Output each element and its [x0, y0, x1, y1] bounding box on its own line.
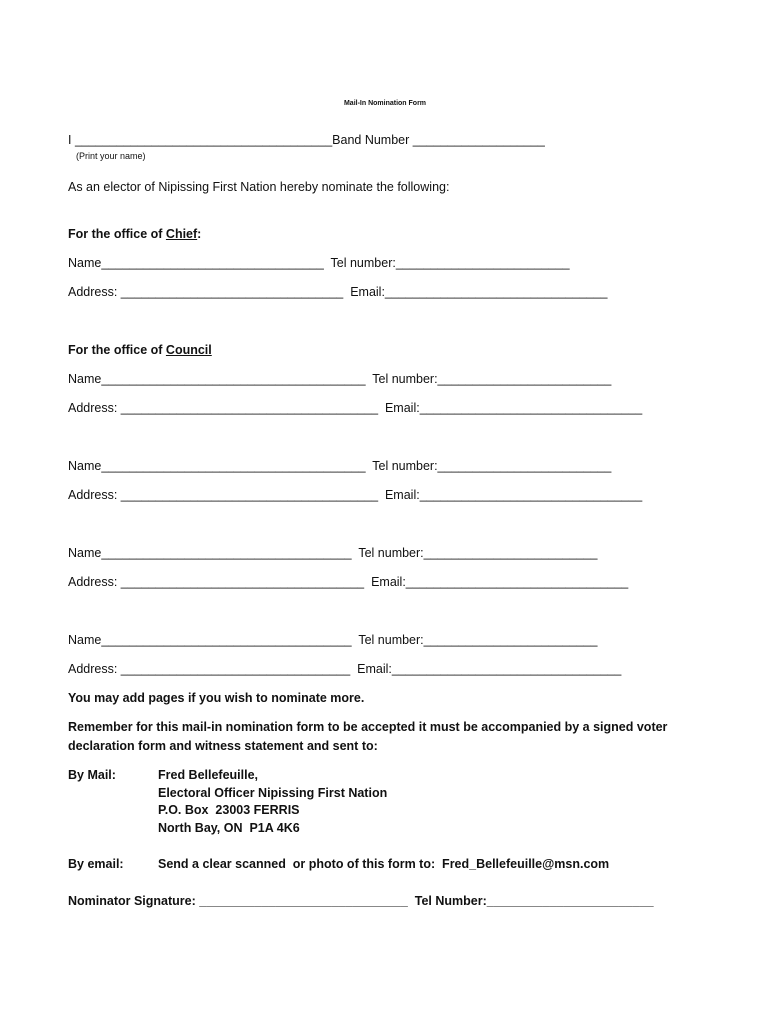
email-instruction: Send a clear scanned or photo of this form to: Fred_Bellefeuille@msn.com: [158, 857, 610, 871]
reminder-line-2: declaration form and witness statement and sent to:: [68, 739, 378, 753]
chief-name-tel-line[interactable]: Name________________________________ Tel number:_________________________: [68, 256, 570, 270]
council-1-address-email-line[interactable]: Address: _____________________________________ Email:________________________________: [68, 401, 643, 415]
mail-address-line-4: North Bay, ON P1A 4K6: [158, 821, 300, 835]
council-4-address-email-line[interactable]: Address: _________________________________ Email:_________________________________: [68, 662, 622, 676]
print-name-hint: (Print your name): [76, 151, 146, 161]
council-2-name-tel-line[interactable]: Name______________________________________ Tel number:_________________________: [68, 459, 612, 473]
council-heading-prefix: For the office of: [68, 343, 166, 357]
by-mail-label: By Mail:: [68, 768, 116, 782]
voter-name-band-number-line[interactable]: I _____________________________________Band Number ___________________: [68, 133, 545, 147]
elector-statement: As an elector of Nipissing First Nation hereby nominate the following:: [68, 180, 450, 194]
add-pages-note: You may add pages if you wish to nominate more.: [68, 691, 365, 705]
nominator-signature-line[interactable]: Nominator Signature: ______________________________ Tel Number:________________________: [68, 894, 654, 908]
council-office-label: Council: [165, 343, 212, 357]
by-email-label: By email:: [68, 857, 124, 871]
chief-office-label: Chief: [165, 227, 198, 241]
mail-address-line-2: Electoral Officer Nipissing First Nation: [158, 786, 388, 800]
chief-heading-suffix: :: [197, 227, 202, 241]
reminder-line-1: Remember for this mail-in nomination form to be accepted it must be accompanied by a signed voter: [68, 720, 668, 734]
council-3-address-email-line[interactable]: Address: ___________________________________ Email:________________________________: [68, 575, 629, 589]
mail-address-line-1: Fred Bellefeuille,: [158, 768, 259, 782]
council-heading: [68, 342, 212, 358]
chief-address-email-line[interactable]: Address: ________________________________ Email:________________________________: [68, 285, 608, 299]
mail-address-line-3: P.O. Box 23003 FERRIS: [158, 803, 300, 817]
council-1-name-tel-line[interactable]: Name______________________________________ Tel number:_________________________: [68, 372, 612, 386]
council-3-name-tel-line[interactable]: Name____________________________________ Tel number:_________________________: [68, 546, 598, 560]
council-4-name-tel-line[interactable]: Name____________________________________ Tel number:_________________________: [68, 633, 598, 647]
chief-heading-prefix: For the office of: [68, 227, 166, 241]
chief-heading: [68, 226, 201, 242]
form-title: Mail-In Nomination Form: [343, 100, 427, 107]
council-2-address-email-line[interactable]: Address: _____________________________________ Email:________________________________: [68, 488, 643, 502]
